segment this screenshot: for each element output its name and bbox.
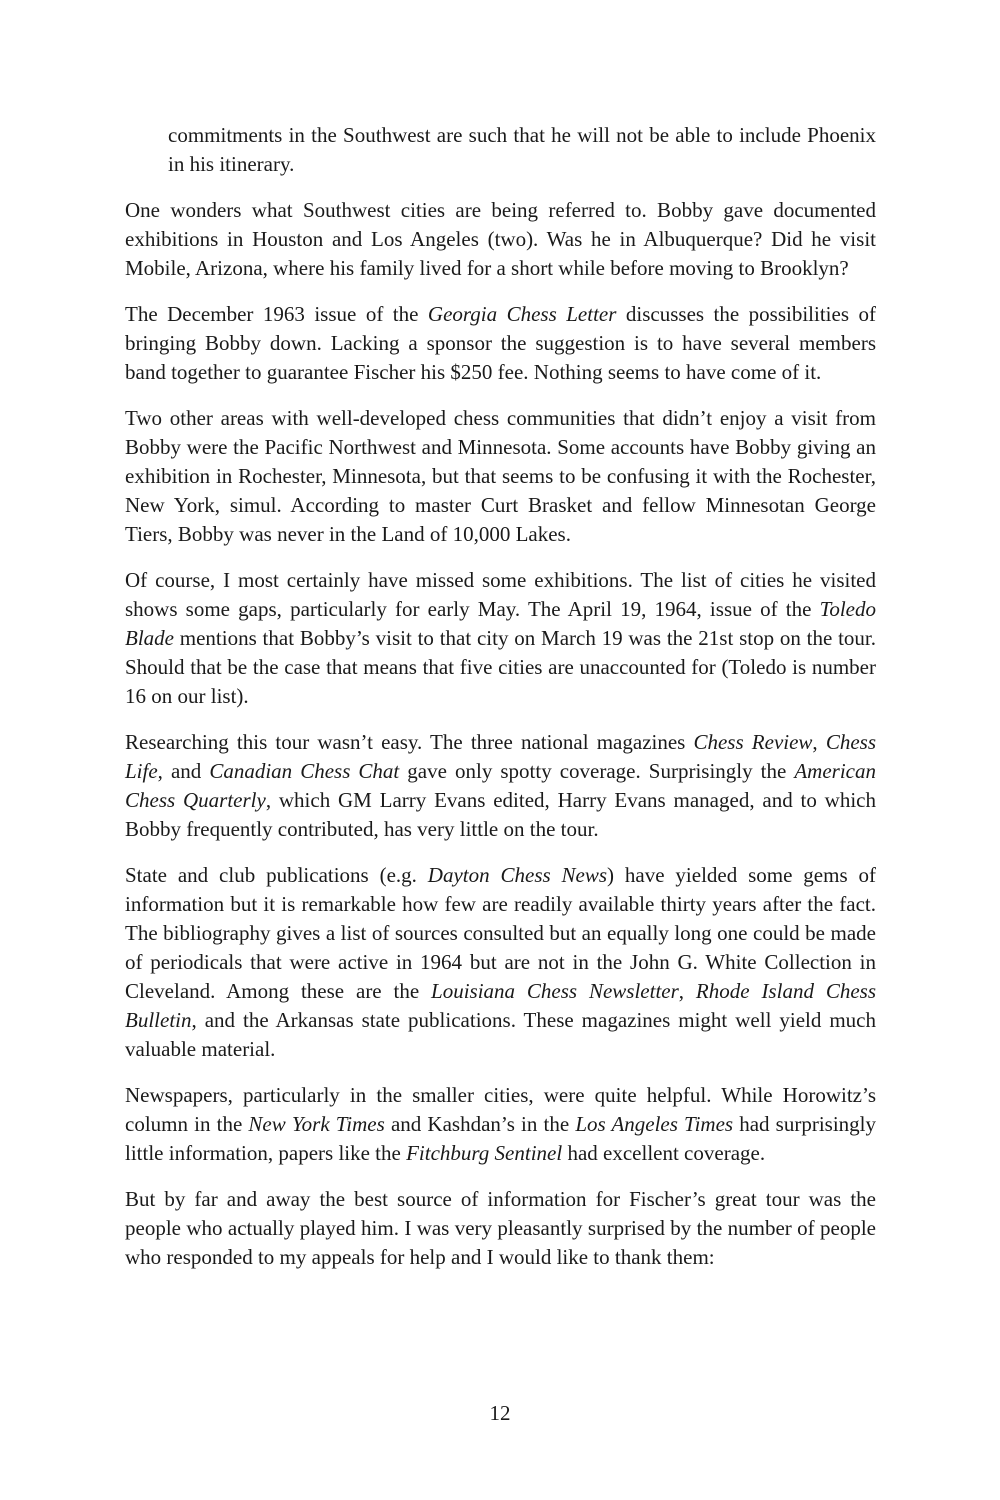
italic-title: Dayton Chess News [427, 863, 608, 887]
italic-title: Fitchburg Sentinel [406, 1141, 563, 1165]
text-run: But by far and away the best source of information for Fischer’s great tour was the people who actually played him. I was very pleasantly surprised by the number of people who responded to my appeals for help and I would like to thank them: [125, 1187, 876, 1269]
text-run: , [678, 979, 696, 1003]
italic-title: Los Angeles Times [575, 1112, 734, 1136]
text-run: and Kashdan’s in the [384, 1112, 576, 1136]
italic-title: New York Times [248, 1112, 385, 1136]
italic-title: Chess Review [693, 730, 813, 754]
paragraph-missed-exhibitions [125, 566, 876, 711]
text-run: Newspapers, particularly in the smaller cities, were quite helpful. While Horowitz’s column in the [125, 1083, 876, 1136]
text-run: State and club publications (e.g. [125, 863, 428, 887]
paragraph-quote-continuation [125, 121, 876, 179]
italic-title: Canadian Chess Chat [209, 759, 400, 783]
italic-title: Chess Life [125, 730, 876, 783]
paragraph-newspapers [125, 1081, 876, 1168]
text-run: ) have yielded some gems of information but it is remarkable how few are readily available thirty years after the fact. The bibliography gives a list of sources consulted but an equally long one could be made of periodicals that were active in 1964 but are not in the John G. White Collection in Cleveland. Among these are the [125, 863, 877, 1003]
italic-title: Rhode Island Chess Bulletin [125, 979, 876, 1032]
page-body [125, 121, 876, 1289]
italic-title: Toledo Blade [125, 597, 876, 650]
text-run: gave only spotty coverage. Surprisingly the [399, 759, 795, 783]
paragraph-georgia-chess-letter [125, 300, 876, 387]
paragraph-acknowledgement-intro [125, 1185, 876, 1272]
text-run: , and [157, 759, 210, 783]
text-run: mentions that Bobby’s visit to that city on March 19 was the 21st stop on the tour. Should that be the case that means that five cities are unaccounted for (Toledo is number 16 on our list). [125, 626, 876, 708]
text-run: Two other areas with well-developed chess communities that didn’t enjoy a visit from Bobby were the Pacific Northwest and Minnesota. Some accounts have Bobby giving an exhibition in Rochester, Minnesota, but that seems to be confusing it with the Rochester, New York, simul. According to master Curt Brasket and fellow Minnesotan George Tiers, Bobby was never in the Land of 10,000 Lakes. [125, 406, 876, 546]
text-run: discusses the possibilities of bringing Bobby down. Lacking a sponsor the suggestion is to have several members band together to guarantee Fischer his $250 fee. Nothing seems to have come of it. [125, 302, 876, 384]
italic-title: Louisiana Chess Newsletter [431, 979, 679, 1003]
page-number: 12 [489, 1401, 511, 1425]
italic-title: American Chess Quarterly [125, 759, 877, 812]
text-run: had excellent coverage. [562, 1141, 766, 1165]
text-run: , and the Arkansas state publications. These magazines might well yield much valuable material. [125, 1008, 876, 1061]
text-run: , which GM Larry Evans edited, Harry Evans managed, and to which Bobby frequently contributed, has very little on the tour. [125, 788, 876, 841]
text-run: One wonders what Southwest cities are being referred to. Bobby gave documented exhibitions in Houston and Los Angeles (two). Was he in Albuquerque? Did he visit Mobile, Arizona, where his family lived for a short while before moving to Brooklyn? [125, 198, 876, 280]
text-run: Of course, I most certainly have missed some exhibitions. The list of cities he visited shows some gaps, particularly for early May. The April 19, 1964, issue of the [125, 568, 876, 621]
italic-title: Georgia Chess Letter [427, 302, 617, 326]
paragraph-state-club-publications [125, 861, 876, 1064]
text-run: , [812, 730, 826, 754]
text-run: commitments in the Southwest are such that he will not be able to include Phoenix in his itinerary. [168, 123, 876, 176]
paragraph-national-magazines [125, 728, 876, 844]
text-run: The December 1963 issue of the [125, 302, 428, 326]
text-run: had surprisingly little information, papers like the [125, 1112, 877, 1165]
paragraph-northwest-minnesota [125, 404, 876, 549]
text-run: Researching this tour wasn’t easy. The three national magazines [125, 730, 694, 754]
paragraph-southwest-cities [125, 196, 876, 283]
